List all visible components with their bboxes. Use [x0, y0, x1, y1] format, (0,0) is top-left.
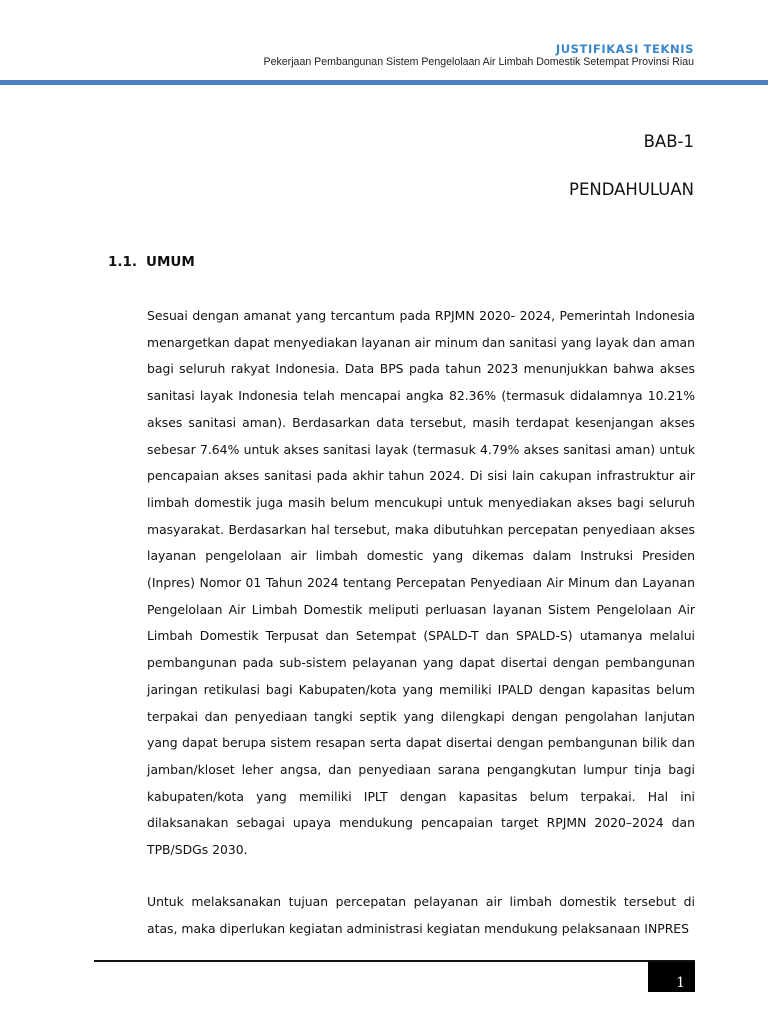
header-title: JUSTIFIKASI TEKNIS — [555, 42, 694, 56]
header-rule — [0, 80, 768, 85]
footer-rule — [94, 960, 695, 962]
body-paragraph-2: Untuk melaksanakan tujuan percepatan pelayanan air limbah domestik tersebut di atas, maka diperlukan kegiatan administrasi kegiatan mendukung pelaksanaan INPRES — [147, 894, 695, 936]
header-subtitle: Pekerjaan Pembangunan Sistem Pengelolaan Air Limbah Domestik Setempat Provinsi Riau — [263, 56, 694, 68]
chapter-title: PENDAHULUAN — [569, 180, 694, 199]
section-title: UMUM — [146, 254, 195, 270]
body-paragraph-1: Sesuai dengan amanat yang tercantum pada RPJMN 2020- 2024, Pemerintah Indonesia menargetkan dapat menyediakan layanan air minum dan sanitasi yang layak dan aman bagi seluruh rakyat Indonesia. Data BPS pada tahun 2023 menunjukkan bahwa akses sanitasi layak Indonesia telah mencapai angka 82.36% (termasuk didalamnya 10.21% akses sanitasi aman). Berdasarkan data tersebut, masih terdapat kesenjangan akses sebesar 7.64% untuk akses sanitasi layak (termasuk 4.79% akses sanitasi aman) untuk pencapaian akses sanitasi pada akhir tahun 2024. Di sisi lain cakupan infrastruktur air limbah domestik juga masih belum mencukupi untuk menyediakan akses bagi seluruh masyarakat. Berdasarkan hal tersebut, maka dibutuhkan percepatan penyediaan akses layanan pengelolaan air limbah domestic yang dikemas dalam Instruksi Presiden (Inpres) Nomor 01 Tahun 2024 tentang Percepatan Penyediaan Air Minum dan Layanan Pengelolaan Air Limbah Domestik meliputi perluasan layanan Sistem Pengelolaan Air Limbah Domestik Terpusat dan Setempat (SPALD-T dan SPALD-S) utamanya melalui pembangunan pada sub-sistem pelayanan yang dapat disertai dengan pembangunan jaringan retikulasi bagi Kabupaten/kota yang memiliki IPALD dengan kapasitas belum terpakai dan penyediaan tangki septik yang dilengkapi dengan pengolahan lanjutan yang dapat berupa sistem resapan serta dapat disertai dengan pembangunan bilik dan jamban/kloset leher angsa, dan penyediaan sarana pengangkutan lumpur tinja bagi kabupaten/kota yang memiliki IPLT dengan kapasitas belum terpakai. Hal ini dilaksanakan sebagai upaya mendukung pencapaian target RPJMN 2020–2024 dan TPB/SDGs 2030. — [147, 308, 695, 858]
section-number: 1.1. — [108, 254, 138, 270]
section-heading — [108, 254, 195, 270]
page-number: 1 — [648, 962, 695, 992]
chapter-number: BAB-1 — [643, 132, 694, 151]
